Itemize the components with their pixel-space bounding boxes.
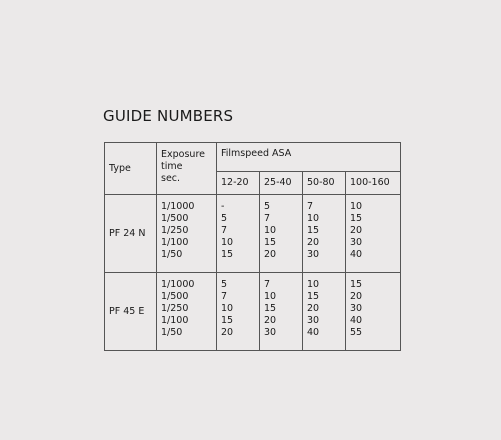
exposure-value: 1/250 xyxy=(161,303,189,314)
guide-number: 20 xyxy=(350,225,363,236)
guide-numbers-table xyxy=(104,142,401,351)
guide-number: 40 xyxy=(350,249,363,260)
guide-number: 55 xyxy=(350,327,363,338)
exposure-header-line: Exposure xyxy=(161,149,205,160)
guide-number: 7 xyxy=(264,213,271,224)
guide-number-cell xyxy=(217,195,260,273)
guide-number: 20 xyxy=(307,303,320,314)
guide-number: 10 xyxy=(307,213,320,224)
guide-number: 15 xyxy=(221,315,234,326)
guide-number: 7 xyxy=(264,279,271,290)
guide-number: 30 xyxy=(350,237,363,248)
guide-number-cell xyxy=(346,195,401,273)
guide-number: 15 xyxy=(307,291,320,302)
guide-number: 15 xyxy=(221,249,234,260)
exposure-cell xyxy=(157,273,217,351)
guide-number: 40 xyxy=(350,315,363,326)
guide-number: 10 xyxy=(264,225,277,236)
exposure-header-line: sec. xyxy=(161,173,181,184)
exposure-header xyxy=(157,143,217,195)
guide-number: 15 xyxy=(350,213,363,224)
exposure-header-line: time xyxy=(161,161,183,172)
guide-number-cell xyxy=(217,273,260,351)
guide-number: 40 xyxy=(307,327,320,338)
guide-number-cell xyxy=(346,273,401,351)
guide-number: 7 xyxy=(221,291,228,302)
guide-number: 15 xyxy=(264,303,277,314)
guide-number: 20 xyxy=(221,327,234,338)
table-header-row xyxy=(105,143,401,172)
guide-number-cell xyxy=(303,273,346,351)
guide-number: 5 xyxy=(264,201,271,212)
guide-number: 5 xyxy=(221,213,228,224)
exposure-cell xyxy=(157,195,217,273)
guide-number: 30 xyxy=(350,303,363,314)
table-row xyxy=(105,273,401,351)
page-title: GUIDE NUMBERS xyxy=(103,107,234,125)
type-cell: PF 45 E xyxy=(105,273,157,351)
exposure-value: 1/1000 xyxy=(161,279,195,290)
guide-number: - xyxy=(221,201,225,212)
speed-header: 100-160 xyxy=(346,172,401,195)
guide-number-cell xyxy=(303,195,346,273)
exposure-value: 1/500 xyxy=(161,213,189,224)
guide-number: 15 xyxy=(264,237,277,248)
guide-number: 10 xyxy=(221,303,234,314)
guide-number: 20 xyxy=(264,249,277,260)
exposure-value: 1/250 xyxy=(161,225,189,236)
guide-number: 7 xyxy=(221,225,228,236)
guide-number-cell xyxy=(260,273,303,351)
guide-number: 10 xyxy=(350,201,363,212)
guide-number: 10 xyxy=(221,237,234,248)
exposure-value: 1/50 xyxy=(161,249,183,260)
guide-number: 30 xyxy=(307,249,320,260)
filmspeed-header: Filmspeed ASA xyxy=(217,143,401,172)
guide-number-cell xyxy=(260,195,303,273)
guide-number: 20 xyxy=(350,291,363,302)
exposure-value: 1/50 xyxy=(161,327,183,338)
table-row xyxy=(105,195,401,273)
guide-number: 30 xyxy=(307,315,320,326)
guide-number: 5 xyxy=(221,279,228,290)
guide-number: 20 xyxy=(307,237,320,248)
exposure-value: 1/500 xyxy=(161,291,189,302)
speed-header: 50-80 xyxy=(303,172,346,195)
type-header: Type xyxy=(105,143,157,195)
guide-number: 10 xyxy=(307,279,320,290)
speed-header: 25-40 xyxy=(260,172,303,195)
exposure-value: 1/100 xyxy=(161,237,189,248)
guide-number: 30 xyxy=(264,327,277,338)
speed-header: 12-20 xyxy=(217,172,260,195)
type-cell: PF 24 N xyxy=(105,195,157,273)
exposure-value: 1/100 xyxy=(161,315,189,326)
guide-number: 10 xyxy=(264,291,277,302)
guide-number: 15 xyxy=(307,225,320,236)
guide-number: 20 xyxy=(264,315,277,326)
guide-number: 7 xyxy=(307,201,314,212)
exposure-value: 1/1000 xyxy=(161,201,195,212)
guide-number: 15 xyxy=(350,279,363,290)
